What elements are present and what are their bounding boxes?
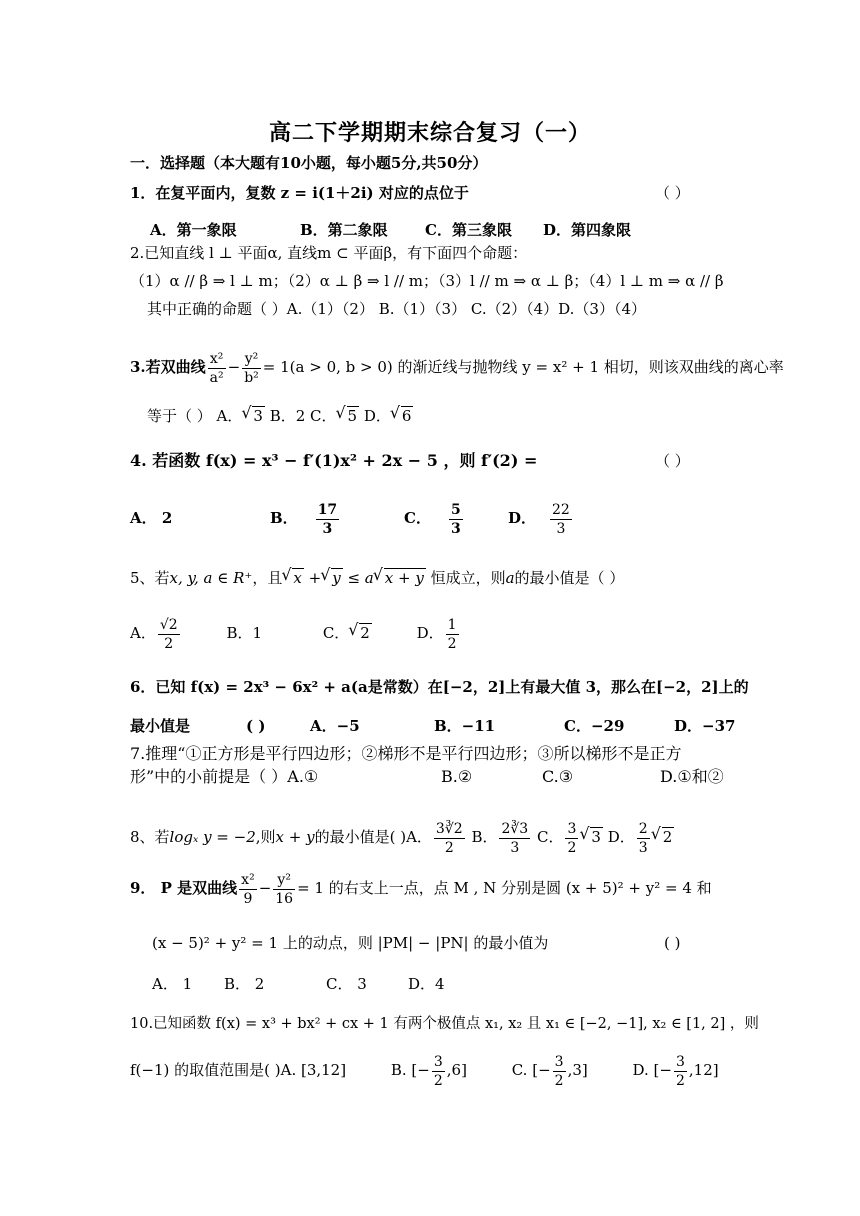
q8-sum: x + y bbox=[275, 828, 315, 846]
q4-option-d-label: D． bbox=[508, 509, 537, 527]
q8-option-a-den: 2 bbox=[444, 839, 454, 856]
q4-option-b-fraction bbox=[316, 501, 339, 538]
q5-option-d-fraction bbox=[446, 616, 459, 653]
q1-stem: 1．在复平面内，复数 z = i(1＋2i) 对应的点位于 bbox=[130, 184, 469, 202]
q5-option-b-value: 1 bbox=[252, 624, 263, 642]
q6-option-d: D．−37 bbox=[674, 717, 736, 735]
q5-option-d-label: D． bbox=[416, 624, 444, 642]
q10-option-c-pre: C. [− bbox=[511, 1061, 551, 1079]
q8-option-d-fraction bbox=[637, 820, 650, 857]
q8-option-d-num: 2 bbox=[638, 820, 648, 837]
q8-option-b-label: B． bbox=[471, 828, 498, 846]
q2-choices: 其中正确的命题（ ）A.（1）（2） B.（1）（3） C.（2）（4）D.（3）（4） bbox=[147, 300, 647, 318]
q3-choices bbox=[147, 406, 413, 426]
q9-fraction-x-den: 9 bbox=[243, 890, 253, 907]
q6-line2: 最小值是 bbox=[130, 717, 191, 735]
q1-option-d: D．第四象限 bbox=[543, 221, 632, 239]
q8-option-a-fraction bbox=[434, 820, 465, 857]
q3-option-c-root: √ 5 bbox=[347, 406, 360, 425]
q9-option-a: A． 1 bbox=[152, 975, 193, 993]
q8-option-c-root: √ 3 bbox=[590, 827, 603, 846]
q3-option-d-label: D． bbox=[363, 407, 391, 425]
q3-fraction-x-num: x² bbox=[208, 350, 226, 369]
q9-line2: (x − 5)² + y² = 1 上的动点，则 |PM| − |PN| 的最小值为 bbox=[152, 934, 549, 952]
q10-option-b-post: ,6] bbox=[446, 1061, 467, 1079]
q2-propositions: （1）α // β ⇒ l ⊥ m；（2）α ⊥ β ⇒ l // m；（3）l // m ⇒ α ⊥ β；（4）l ⊥ m ⇒ α // β bbox=[130, 272, 724, 290]
q5-option-c-root: √ 2 bbox=[359, 623, 372, 642]
q4-option-a: A． 2 bbox=[130, 509, 173, 527]
q5-option-d-den: 2 bbox=[447, 635, 457, 652]
q5-option-c-label: C． bbox=[322, 624, 350, 642]
page-title: 高二下学期期末综合复习（一） bbox=[268, 120, 591, 146]
q3-fraction-x bbox=[208, 350, 226, 387]
q9-option-d: D．4 bbox=[408, 975, 445, 993]
q8-option-b-num: 2∛3 bbox=[501, 820, 529, 837]
q7-line1: 7.推理“①正方形是平行四边形；②梯形不是平行四边形；③所以梯形不是正方 bbox=[130, 744, 682, 763]
q3-option-bc: B．2 C． bbox=[269, 407, 337, 425]
q3-option-a-root: √ 3 bbox=[252, 406, 265, 425]
q9-fraction-y-den: 16 bbox=[275, 890, 294, 907]
q5-option-b-label: B． bbox=[226, 624, 253, 642]
q10-option-d-den: 2 bbox=[675, 1072, 685, 1089]
q8-post: 的最小值是( )A． bbox=[314, 828, 432, 846]
q5-root-x: √ x bbox=[292, 568, 303, 587]
q9-fraction-x bbox=[239, 871, 257, 908]
q9-fraction-y bbox=[273, 871, 295, 908]
q3-line2: 等于（ ） A． bbox=[147, 407, 243, 425]
q4-option-b-den: 3 bbox=[322, 520, 333, 537]
q4-option-c-den: 3 bbox=[450, 520, 461, 537]
q9-option-b: B． 2 bbox=[224, 975, 265, 993]
q8-stem bbox=[130, 815, 674, 859]
q8-option-c-den: 2 bbox=[567, 839, 577, 856]
q5-option-a-num: √2 bbox=[159, 616, 178, 633]
q9-answer-paren: ( ) bbox=[664, 934, 681, 952]
q10-option-b-pre: B. [− bbox=[390, 1061, 430, 1079]
q8-then: ,则 bbox=[255, 828, 276, 846]
q10-option-c-post: ,3] bbox=[567, 1061, 588, 1079]
q4-option-c-num: 5 bbox=[450, 501, 461, 518]
q8-option-d-root: √ 2 bbox=[662, 827, 675, 846]
q7-line2: 形”中的小前提是（ ）A.① bbox=[130, 767, 319, 786]
q5-le: ≤ a bbox=[347, 569, 374, 587]
q10-line2 bbox=[130, 1048, 719, 1092]
q10-option-b-fraction bbox=[432, 1053, 445, 1090]
q8-option-c-fraction bbox=[565, 820, 578, 857]
q5-stem bbox=[130, 568, 624, 588]
section-heading: 一．选择题（本大题有10小题，每小题5分,共50分） bbox=[130, 154, 488, 172]
q1-option-a: A．第一象限 bbox=[150, 221, 237, 239]
q10-line1: 10.已知函数 f(x) = x³ + bx² + cx + 1 有两个极值点 x₁, x₂ 且 x₁ ∈ [−2, −1], x₂ ∈ [1, 2] ，则 bbox=[130, 1016, 759, 1032]
q9-prefix: 9． P 是双曲线 bbox=[130, 879, 238, 897]
q3-stem: 3.若双曲线 $\frac{\text{x²}}{\text{a²}}$ − $\frac{\text{y²}}{\text{b²}}$ = 1(a > 0, b > 0) 的渐近线与抛物线 y = x² + 1 相切，则该双曲线的离心率 bbox=[130, 350, 784, 386]
q10-option-b-den: 2 bbox=[433, 1072, 443, 1089]
q10-option-d-pre: D. [− bbox=[632, 1061, 672, 1079]
q8-option-c-label: C． bbox=[537, 828, 564, 846]
q4-answer-paren: （ ） bbox=[655, 452, 690, 470]
q5-prefix: 5、若 bbox=[130, 569, 170, 587]
q2-stem: 2.已知直线 l ⊥ 平面α, 直线m ⊂ 平面β，有下面四个命题： bbox=[130, 244, 528, 262]
q6-option-c: C．−29 bbox=[564, 717, 625, 735]
q9-condition: = 1 的右支上一点，点 M , N 分别是圆 (x + 5)² + y² = 4 和 bbox=[297, 879, 712, 897]
q6-option-a: A．−5 bbox=[310, 717, 360, 735]
q5-a-var: a bbox=[505, 569, 515, 587]
q3-fraction-y-den: b² bbox=[244, 369, 259, 386]
q5-and: ，且 bbox=[252, 569, 283, 587]
q10-option-d-post: ,12] bbox=[688, 1061, 719, 1079]
q6-option-b: B．−11 bbox=[434, 717, 496, 735]
q10-option-d-fraction bbox=[674, 1053, 687, 1090]
q3-prefix: 3.若双曲线 bbox=[130, 358, 206, 376]
q1-answer-paren: （ ） bbox=[655, 184, 690, 202]
q6-answer-paren: ( ) bbox=[246, 717, 266, 735]
q4-option-d-den: 3 bbox=[556, 520, 566, 537]
q9-fraction-x-num: x² bbox=[241, 871, 255, 888]
q5-option-d-num: 1 bbox=[447, 616, 457, 633]
q5-vars: x, y, a ∈ R⁺ bbox=[169, 569, 253, 587]
q10-option-b-num: 3 bbox=[433, 1053, 443, 1070]
q8-option-d-label: D． bbox=[607, 828, 635, 846]
q8-log-expression: logₓ y = −2 bbox=[169, 828, 256, 846]
q5-option-a-den: 2 bbox=[164, 635, 174, 652]
q3-condition: = 1(a > 0, b > 0) 的渐近线与抛物线 y = x² + 1 相切，则该双曲线的离心率 bbox=[262, 358, 784, 376]
q4-option-b-label: B． bbox=[270, 509, 298, 527]
q4-option-d-fraction bbox=[550, 501, 572, 538]
q8-option-a-num: 3∛2 bbox=[435, 820, 463, 837]
q8-option-d-den: 3 bbox=[638, 839, 648, 856]
q9-stem: 9． P 是双曲线 $\frac{\text{x²}}{9}$ − $\frac{\text{y²}}{16}$ = 1 的右支上一点，点 M , N 分别是圆 (x + 5)² + y² = 4 和 bbox=[130, 871, 712, 907]
q6-stem: 6．已知 f(x) = 2x³ − 6x² + a(a是常数）在[−2，2]上有最大值 3，那么在[−2，2]上的 bbox=[130, 678, 749, 696]
q5-plus: + bbox=[308, 569, 322, 587]
q3-option-d-root: √ 6 bbox=[401, 406, 414, 425]
q5-post: 恒成立，则 bbox=[430, 569, 506, 587]
q4-option-c-fraction bbox=[449, 501, 463, 538]
q5-option-a-label: A． bbox=[130, 624, 156, 642]
q3-fraction-y-num: y² bbox=[242, 350, 261, 369]
q4-option-d bbox=[508, 498, 574, 538]
q5-root-sum: √ x + y bbox=[384, 568, 426, 587]
q5-post2: 的最小值是（ ） bbox=[514, 569, 625, 587]
q4-stem: 4. 若函数 f(x) = x³ − f′(1)x² + 2x − 5 ，则 f′(2) = bbox=[130, 451, 538, 470]
q10-option-c-fraction bbox=[553, 1053, 566, 1090]
q10-option-c-den: 2 bbox=[554, 1072, 564, 1089]
q10-option-a: f(−1) 的取值范围是( )A. [3,12] bbox=[130, 1061, 347, 1079]
q7-option-b: B.② bbox=[441, 767, 473, 786]
q9-option-c: C． 3 bbox=[326, 975, 367, 993]
q4-option-c-label: C． bbox=[404, 509, 431, 527]
q10-option-d-num: 3 bbox=[675, 1053, 685, 1070]
q3-fraction-y bbox=[242, 350, 261, 387]
q8-prefix: 8、若 bbox=[130, 828, 170, 846]
q7-option-c: C.③ bbox=[542, 767, 574, 786]
q7-option-d: D.①和② bbox=[660, 767, 724, 786]
q4-option-b-num: 17 bbox=[317, 501, 338, 518]
q5-root-y: √ y bbox=[331, 568, 342, 587]
q5-options bbox=[130, 613, 461, 653]
q4-option-d-num: 22 bbox=[552, 501, 570, 518]
q1-option-b: B．第二象限 bbox=[300, 221, 388, 239]
q4-option-c bbox=[404, 498, 465, 538]
q8-option-b-den: 3 bbox=[510, 839, 520, 856]
q5-option-a-fraction bbox=[158, 616, 180, 653]
q4-option-b bbox=[270, 498, 341, 538]
q8-option-b-fraction bbox=[499, 820, 530, 857]
q3-fraction-x-den: a² bbox=[209, 369, 224, 386]
q9-fraction-y-num: y² bbox=[273, 871, 295, 890]
q1-option-c: C．第三象限 bbox=[425, 221, 512, 239]
q10-option-c-num: 3 bbox=[554, 1053, 564, 1070]
q8-option-c-num: 3 bbox=[567, 820, 577, 837]
